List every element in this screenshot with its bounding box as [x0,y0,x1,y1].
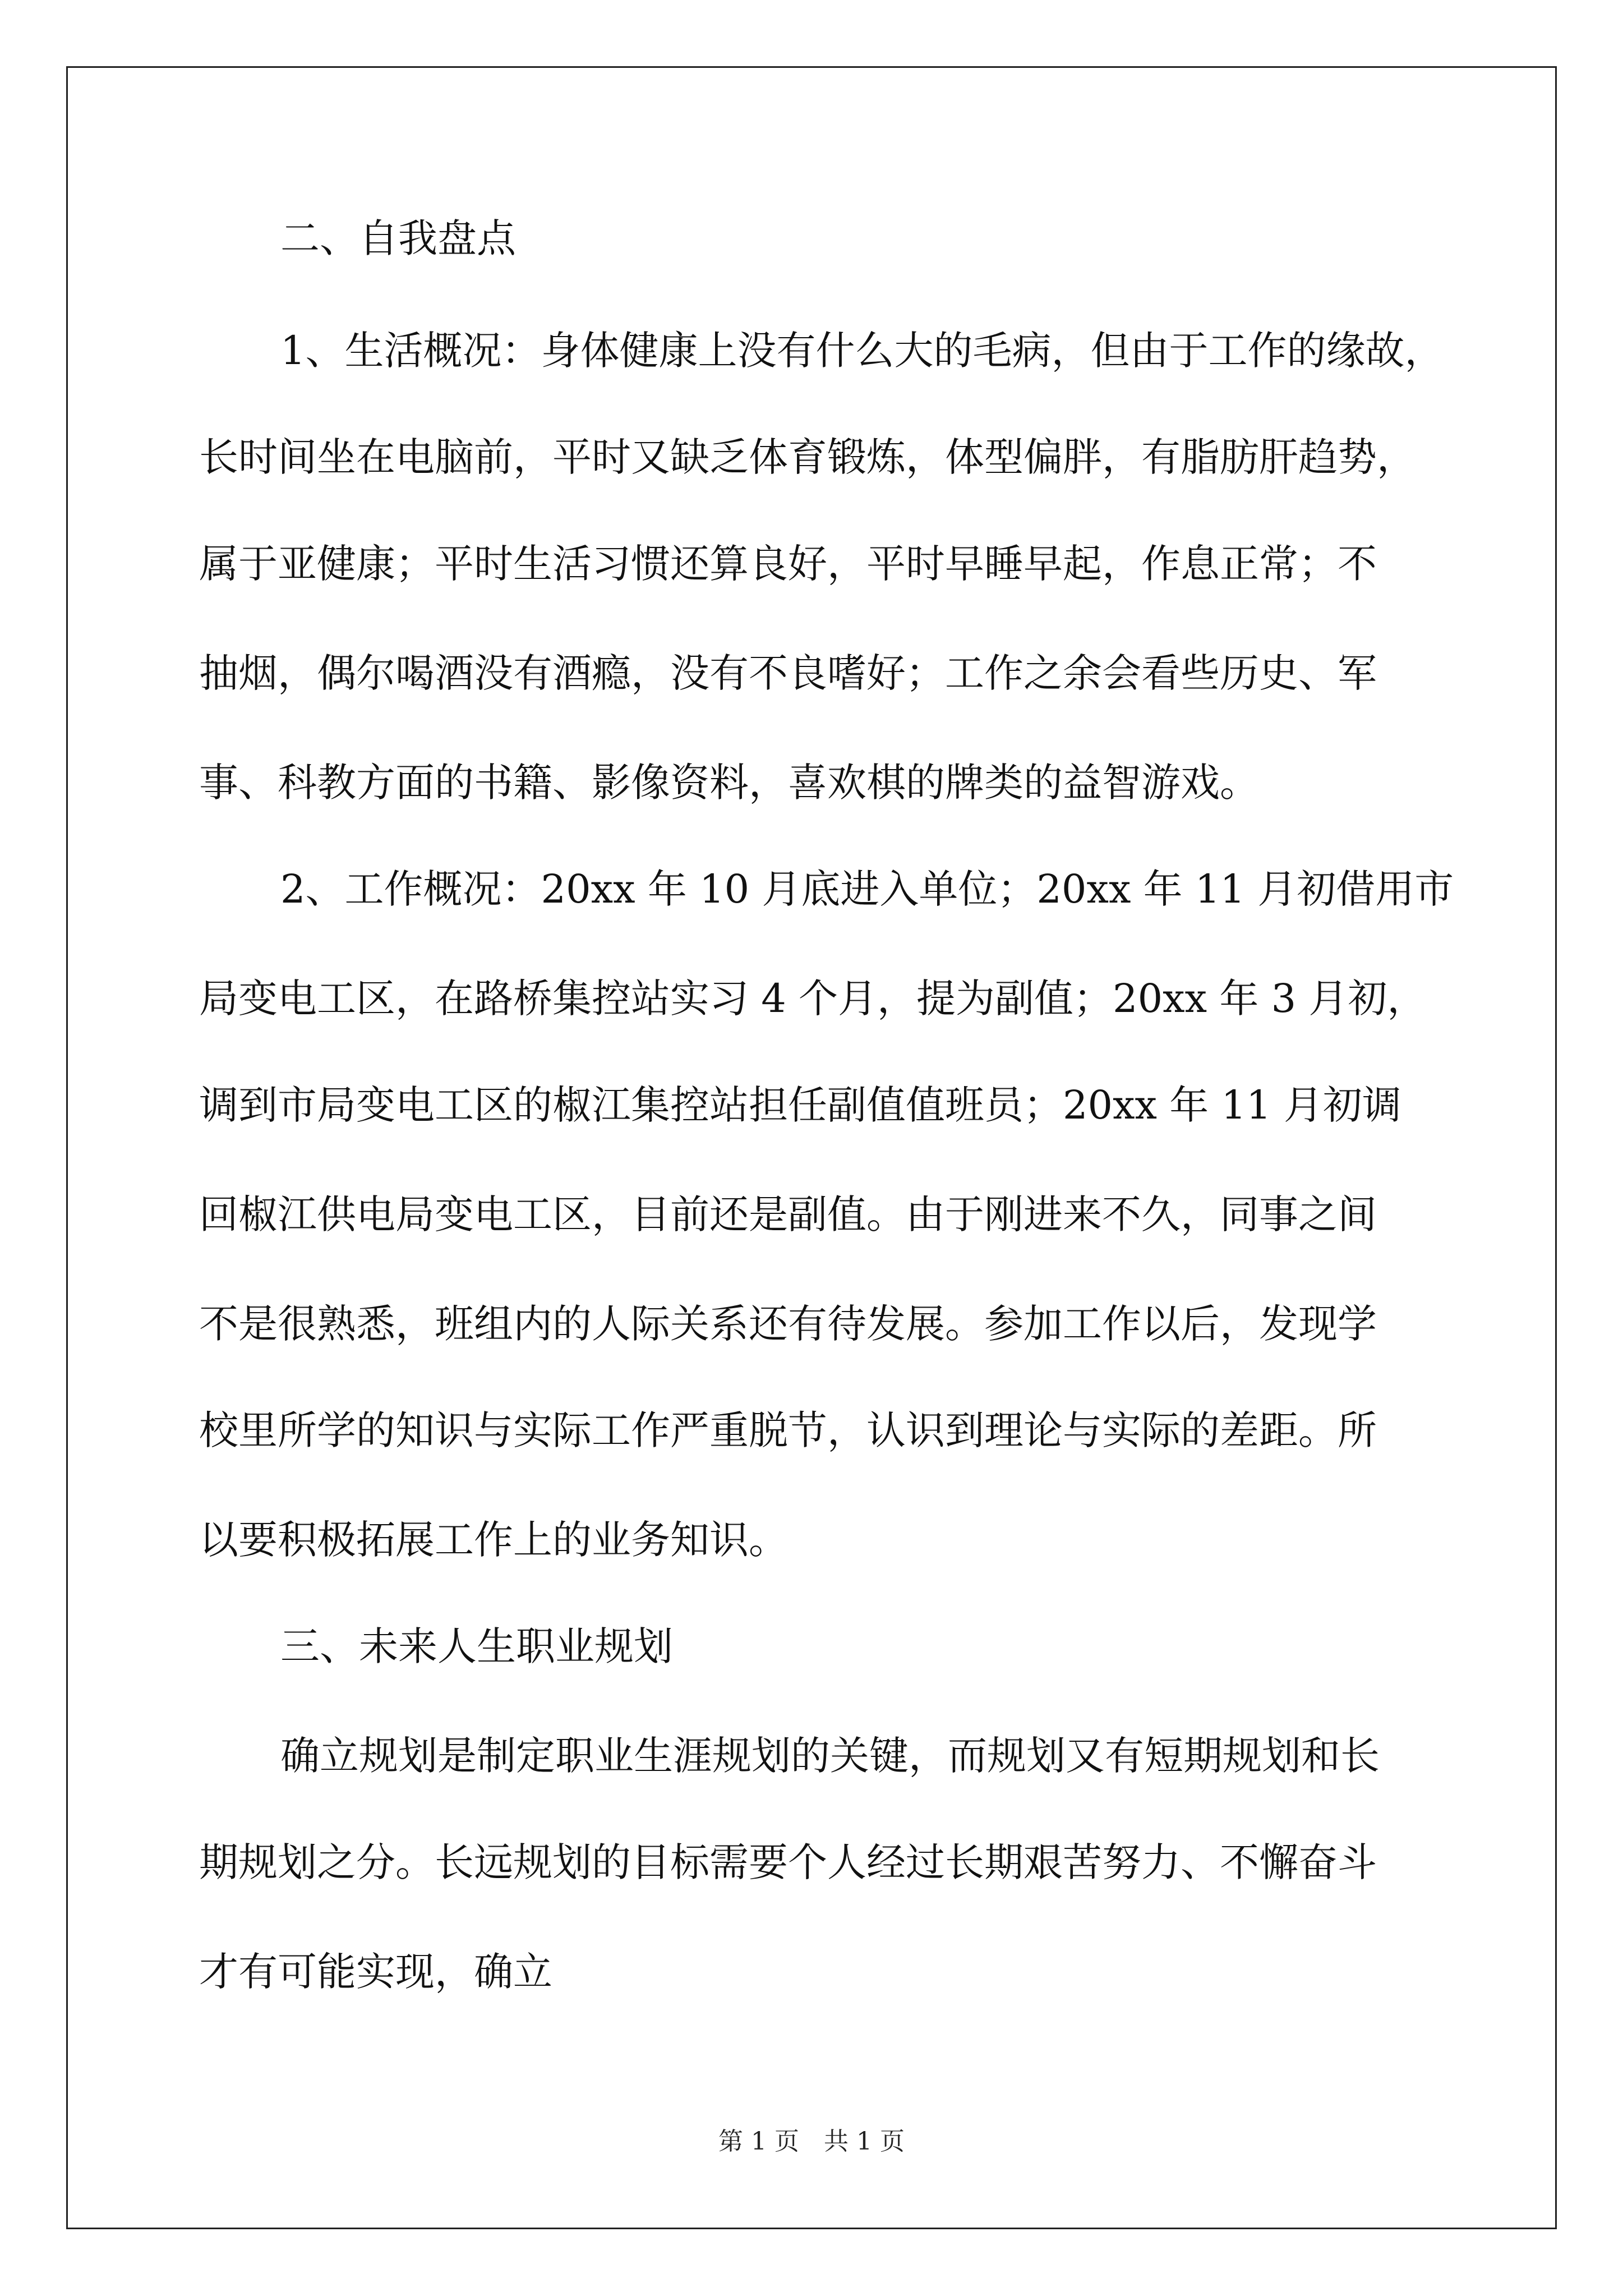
paragraph-line: 调到市局变电工区的椒江集控站担任副值值班员；20xx 年 11 月初调 [199,1082,1401,1128]
page-footer: 第 1 页 共 1 页 [718,2127,905,2156]
paragraph-line: 属于亚健康；平时生活习惯还算良好，平时早睡早起，作息正常；不 [199,541,1377,587]
paragraph-line: 事、科教方面的书籍、影像资料，喜欢棋的牌类的益智游戏。 [199,760,1259,806]
heading-career-plan: 三、未来人生职业规划 [280,1623,673,1669]
paragraph-line: 期规划之分。长远规划的目标需要个人经过长期艰苦努力、不懈奋斗 [199,1839,1377,1885]
paragraph-line: 校里所学的知识与实际工作严重脱节，认识到理论与实际的差距。所 [199,1407,1377,1453]
paragraph-line: 不是很熟悉，班组内的人际关系还有待发展。参加工作以后，发现学 [199,1301,1377,1347]
page-border [66,66,1557,2229]
paragraph-line: 2、工作概况：20xx 年 10 月底进入单位；20xx 年 11 月初借用市 [280,866,1454,912]
paragraph-line: 回椒江供电局变电工区，目前还是副值。由于刚进来不久，同事之间 [199,1191,1377,1237]
paragraph-line: 长时间坐在电脑前，平时又缺乏体育锻炼，体型偏胖，有脂肪肝趋势， [199,434,1416,480]
heading-self-inventory: 二、自我盘点 [280,215,516,261]
paragraph-line: 局变电工区，在路桥集控站实习 4 个月，提为副值；20xx 年 3 月初， [199,976,1427,1022]
paragraph-line: 抽烟，偶尔喝酒没有酒瘾，没有不良嗜好；工作之余会看些历史、军 [199,650,1377,696]
paragraph-line: 才有可能实现，确立 [199,1949,552,1995]
paragraph-line: 以要积极拓展工作上的业务知识。 [199,1517,788,1563]
paragraph-line: 确立规划是制定职业生涯规划的关键，而规划又有短期规划和长 [280,1733,1380,1779]
paragraph-line: 1、生活概况：身体健康上没有什么大的毛病，但由于工作的缘故， [280,328,1444,374]
